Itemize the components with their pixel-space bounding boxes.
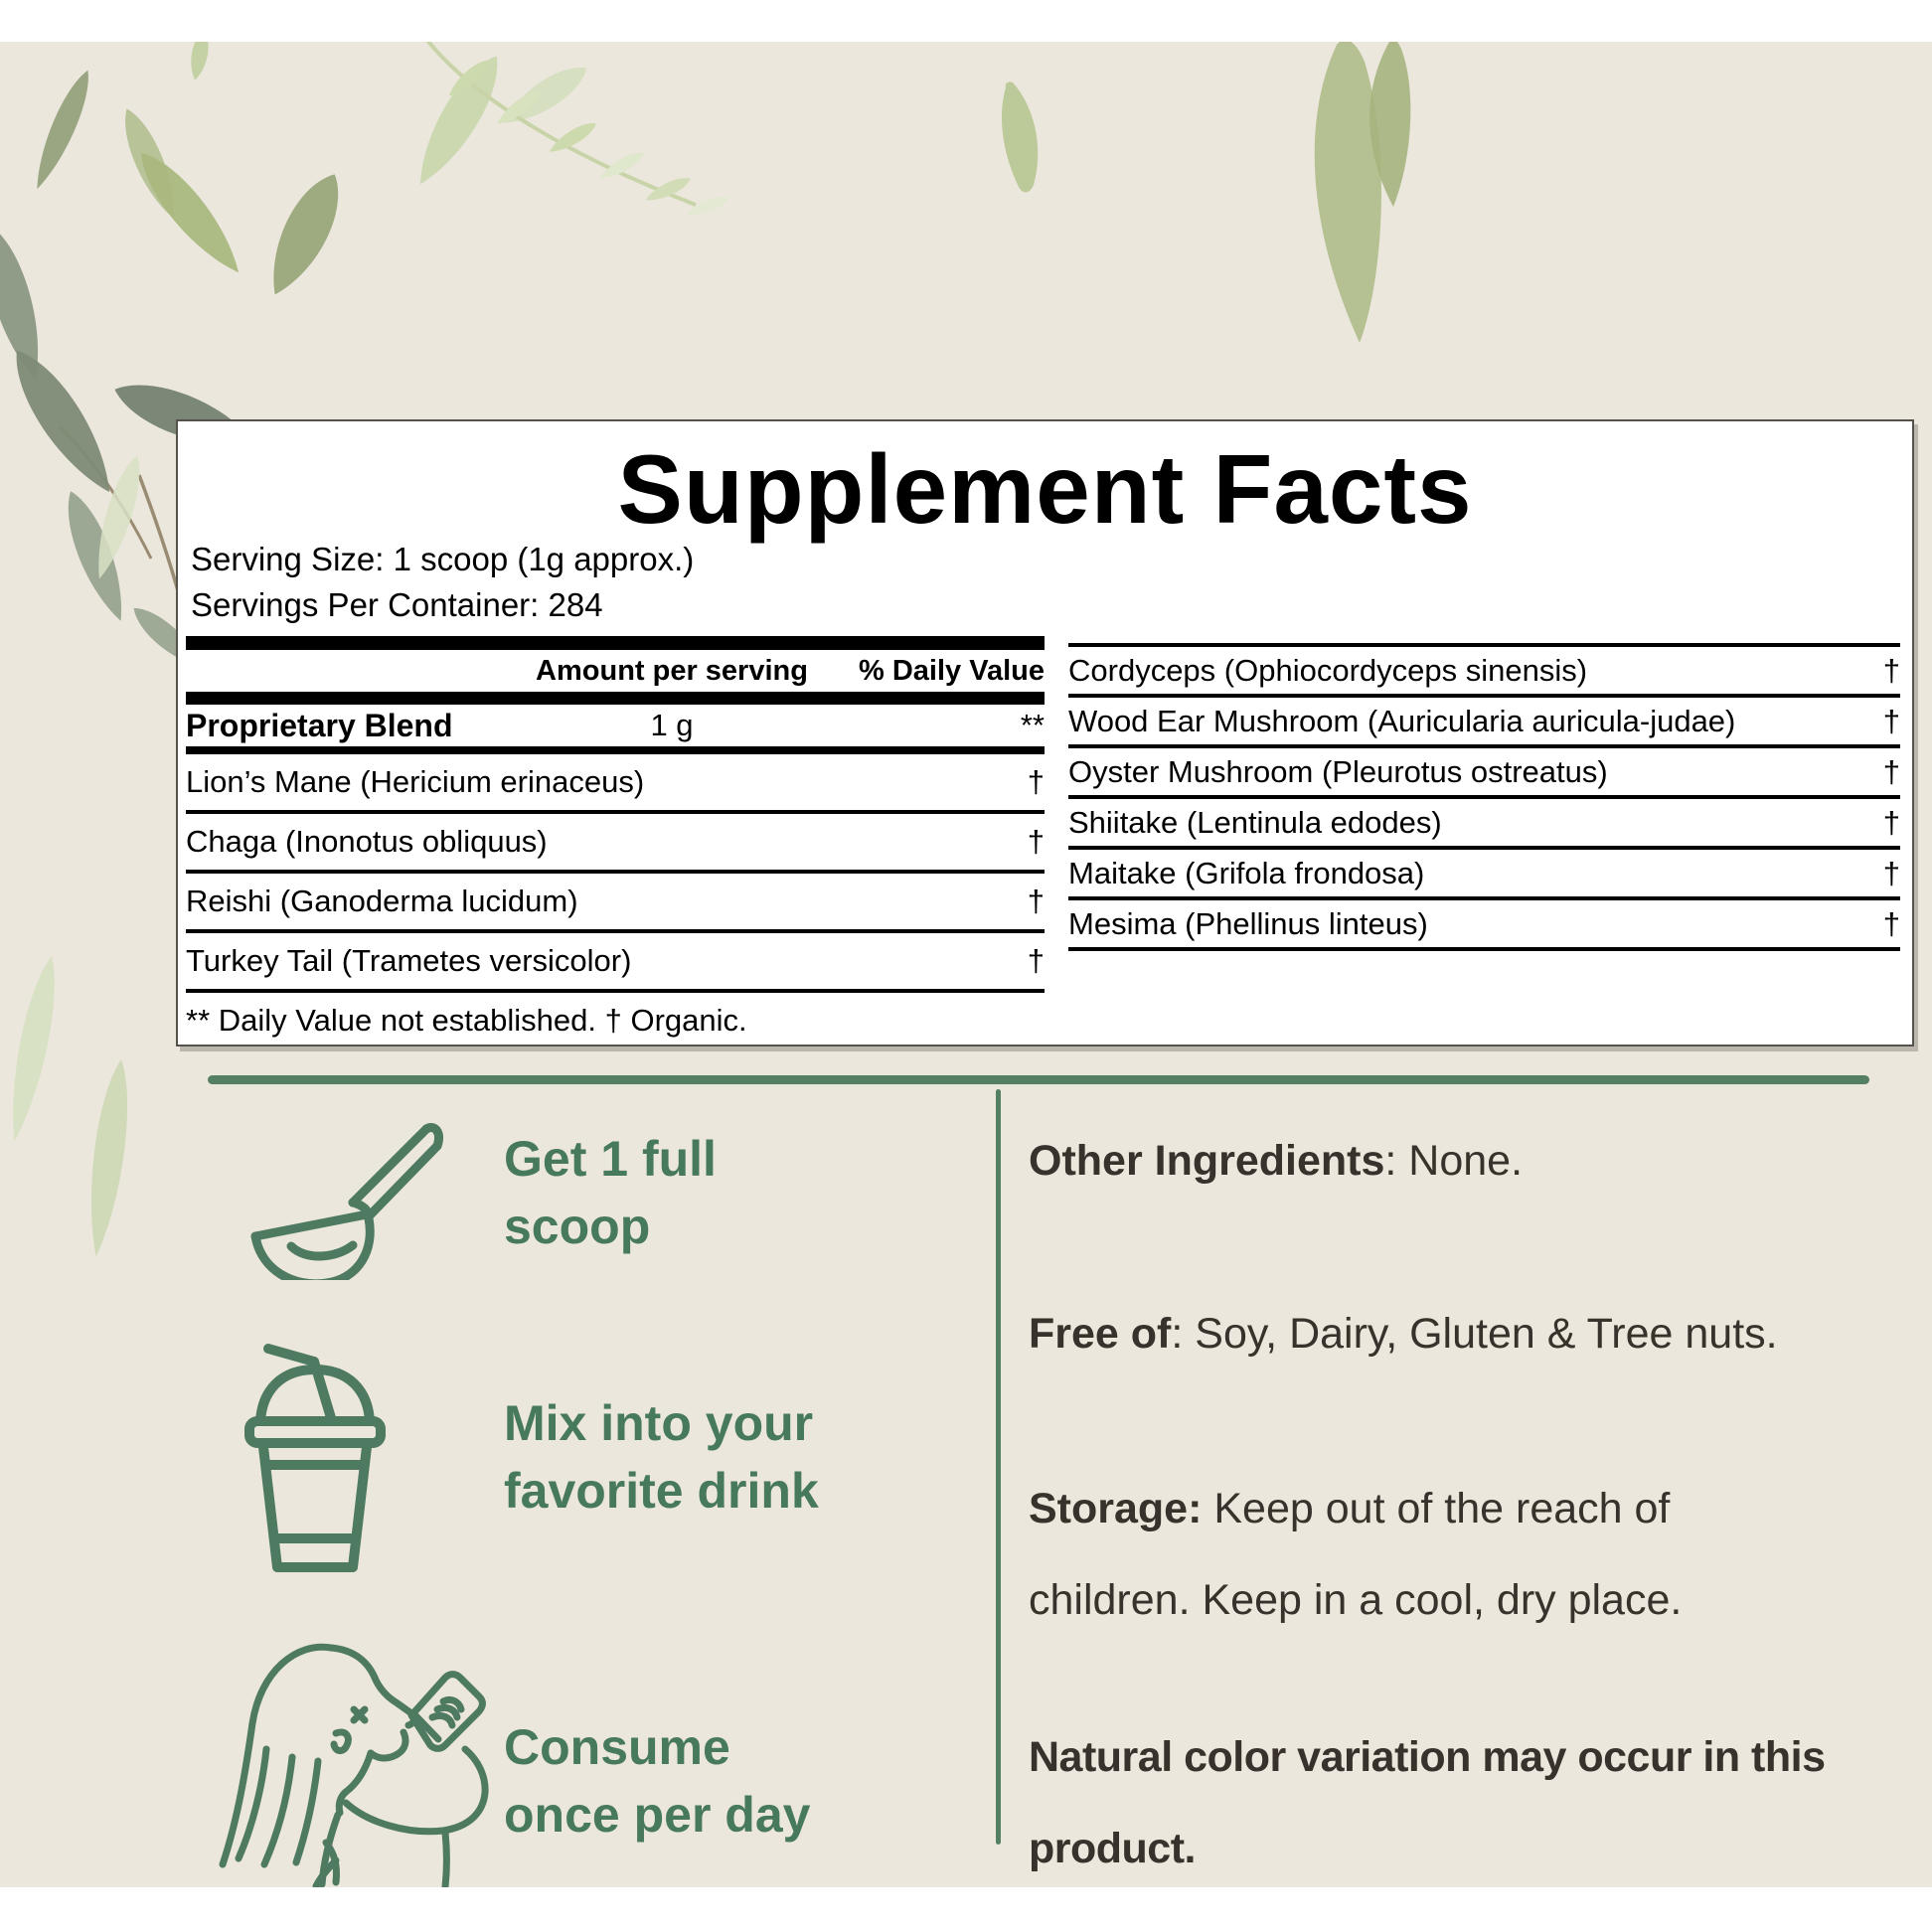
servings-per-container: Servings Per Container: 284	[191, 586, 603, 623]
table-row: Cordyceps (Ophiocordyceps sinensis) †	[1068, 652, 1900, 688]
table-row: Lion’s Mane (Hericium erinaceus) †	[186, 764, 1045, 799]
top-white-strip	[0, 0, 1932, 42]
top-right-leaf-pair	[1315, 39, 1411, 343]
table-header-row	[186, 650, 1045, 692]
thick-rule	[186, 692, 1045, 705]
panel-title: Supplement Facts	[617, 434, 1473, 544]
table-row: Maitake (Grifola frondosa) †	[1068, 855, 1900, 890]
storage-text: Storage: Keep out of the reach of children. Keep in a cool, dry place.	[1029, 1485, 1683, 1624]
table-row: Shiitake (Lentinula edodes) †	[1068, 804, 1900, 840]
table-footnote: ** Daily Value not established. † Organic.	[186, 1003, 747, 1038]
table-row: Turkey Tail (Trametes versicolor) †	[186, 943, 1045, 978]
thin-rule	[1068, 947, 1900, 951]
other-ingredients-text: Other Ingredients: None.	[1029, 1137, 1524, 1185]
medium-rule	[186, 746, 1045, 754]
lower-left-leaves	[0, 953, 137, 1258]
table-row-proprietary-blend: Proprietary Blend 1 g **	[186, 707, 1045, 743]
hanging-leaf	[1002, 81, 1038, 192]
bottom-white-strip	[0, 1887, 1932, 1932]
table-row: Reishi (Ganoderma lucidum) †	[186, 884, 1045, 918]
direction-get-scoop: Get 1 full scoop	[504, 1131, 717, 1254]
facts-table-right	[1068, 643, 1900, 951]
supplement-facts-panel	[176, 419, 1914, 1046]
vertical-divider	[996, 1089, 1001, 1845]
facts-table-left	[186, 636, 1045, 1048]
table-row: Wood Ear Mushroom (Auricularia auricula-judae) †	[1068, 703, 1900, 738]
free-of-text: Free of: Soy, Dairy, Gluten & Tree nuts.	[1029, 1310, 1778, 1358]
horizontal-divider	[208, 1075, 1869, 1084]
top-leaf-cluster	[26, 30, 594, 304]
table-row: Mesima (Phellinus linteus) †	[1068, 905, 1900, 941]
scoop-icon	[242, 1121, 445, 1280]
header-daily-value: % Daily Value	[859, 654, 1045, 687]
header-amount: Amount per serving	[536, 654, 808, 687]
drink-cup-icon	[244, 1342, 386, 1574]
color-variation-text: Natural color variation may occur in this product.	[1029, 1733, 1826, 1872]
table-row: Chaga (Inonotus obliquus) †	[186, 824, 1045, 859]
table-row: Oyster Mushroom (Pleurotus ostreatus) †	[1068, 753, 1900, 789]
direction-mix-drink: Mix into your favorite drink	[504, 1395, 819, 1519]
serving-size: Serving Size: 1 scoop (1g approx.)	[191, 541, 695, 577]
direction-consume-daily: Consume once per day	[504, 1719, 811, 1843]
thick-rule	[186, 636, 1045, 650]
person-drinking-icon	[209, 1638, 492, 1888]
